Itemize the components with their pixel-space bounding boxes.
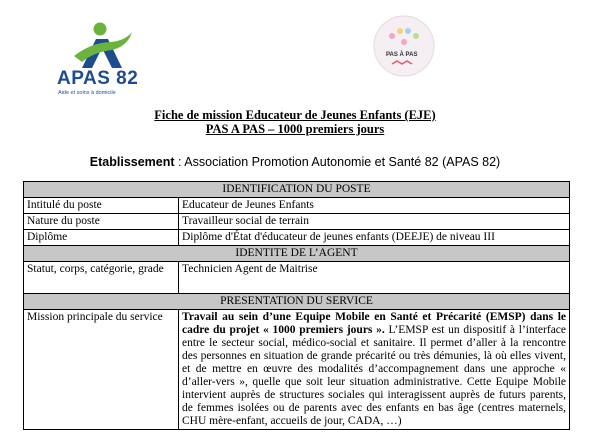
row-value: Travailleur social de terrain (179, 214, 570, 230)
table-row (24, 262, 570, 294)
table-row (24, 230, 570, 246)
row-label: Mission principale du service (24, 310, 179, 430)
title-line-2: PAS A PAS – 1000 premiers jours (205, 122, 385, 136)
row-label: Statut, corps, catégorie, grade (24, 262, 179, 294)
section-agent: IDENTITE DE L’AGENT (24, 246, 570, 262)
row-value: Technicien Agent de Maitrise (179, 262, 570, 294)
mission-description (179, 310, 570, 430)
title-line-1: Fiche de mission Educateur de Jeunes Enfants (EJE) (154, 108, 436, 122)
table-row (24, 198, 570, 214)
mission-text: L’EMSP est un dispositif à l’interface entre le secteur social, médico-social et sanitaire. Il permet d’aller à la rencontre des personnes en situation de grande précarité ou très démunies, là où elles vivent, et de mettre en œuvre des modalités d’accompagnement dans une approche « d’aller-vers », quelle que soit leur situation administrative. Cette Equipe Mobile intervient auprès de structures sociales qui interagissent auprès de futurs parents, de femmes isolées ou de parents avec des enfants en bas âge (centres maternels, CHU mère-enfant, accueils de jour, CADA, …) (182, 324, 567, 427)
row-value: Diplôme d'État d'éducateur de jeunes enfants (DEEJE) de niveau III (179, 230, 570, 246)
pas-a-pas-logo-label: PAS À PAS (386, 52, 418, 58)
table-row (24, 214, 570, 230)
row-label: Diplôme (24, 230, 179, 246)
pas-a-pas-circle-icon (370, 12, 438, 80)
row-label: Intitulé du poste (24, 198, 179, 214)
mission-table (23, 181, 570, 430)
row-value: Educateur de Jeunes Enfants (179, 198, 570, 214)
section-row (24, 246, 570, 262)
section-service: PRESENTATION DU SERVICE (24, 294, 570, 310)
row-label: Nature du poste (24, 214, 179, 230)
apas82-figure-icon (52, 22, 164, 72)
pas-a-pas-logo (370, 12, 438, 80)
etablissement-label: Etablissement (89, 155, 175, 169)
table-row (24, 310, 570, 430)
mission-bold-text: Travail au sein d’une Equipe Mobile en Santé et Précarité (EMSP) dans le cadre du projet « 1000 premiers jours ». (182, 311, 566, 336)
apas82-logo-name: APAS 82 (57, 68, 139, 89)
etablissement-value: : Association Promotion Autonomie et Santé 82 (APAS 82) (174, 155, 501, 169)
document-title (0, 108, 590, 136)
apas82-logo-tagline: Aide et soins à domicile (58, 90, 116, 96)
section-row (24, 182, 570, 198)
etablissement-line (0, 155, 590, 169)
section-identification: IDENTIFICATION DU POSTE (24, 182, 570, 198)
section-row (24, 294, 570, 310)
